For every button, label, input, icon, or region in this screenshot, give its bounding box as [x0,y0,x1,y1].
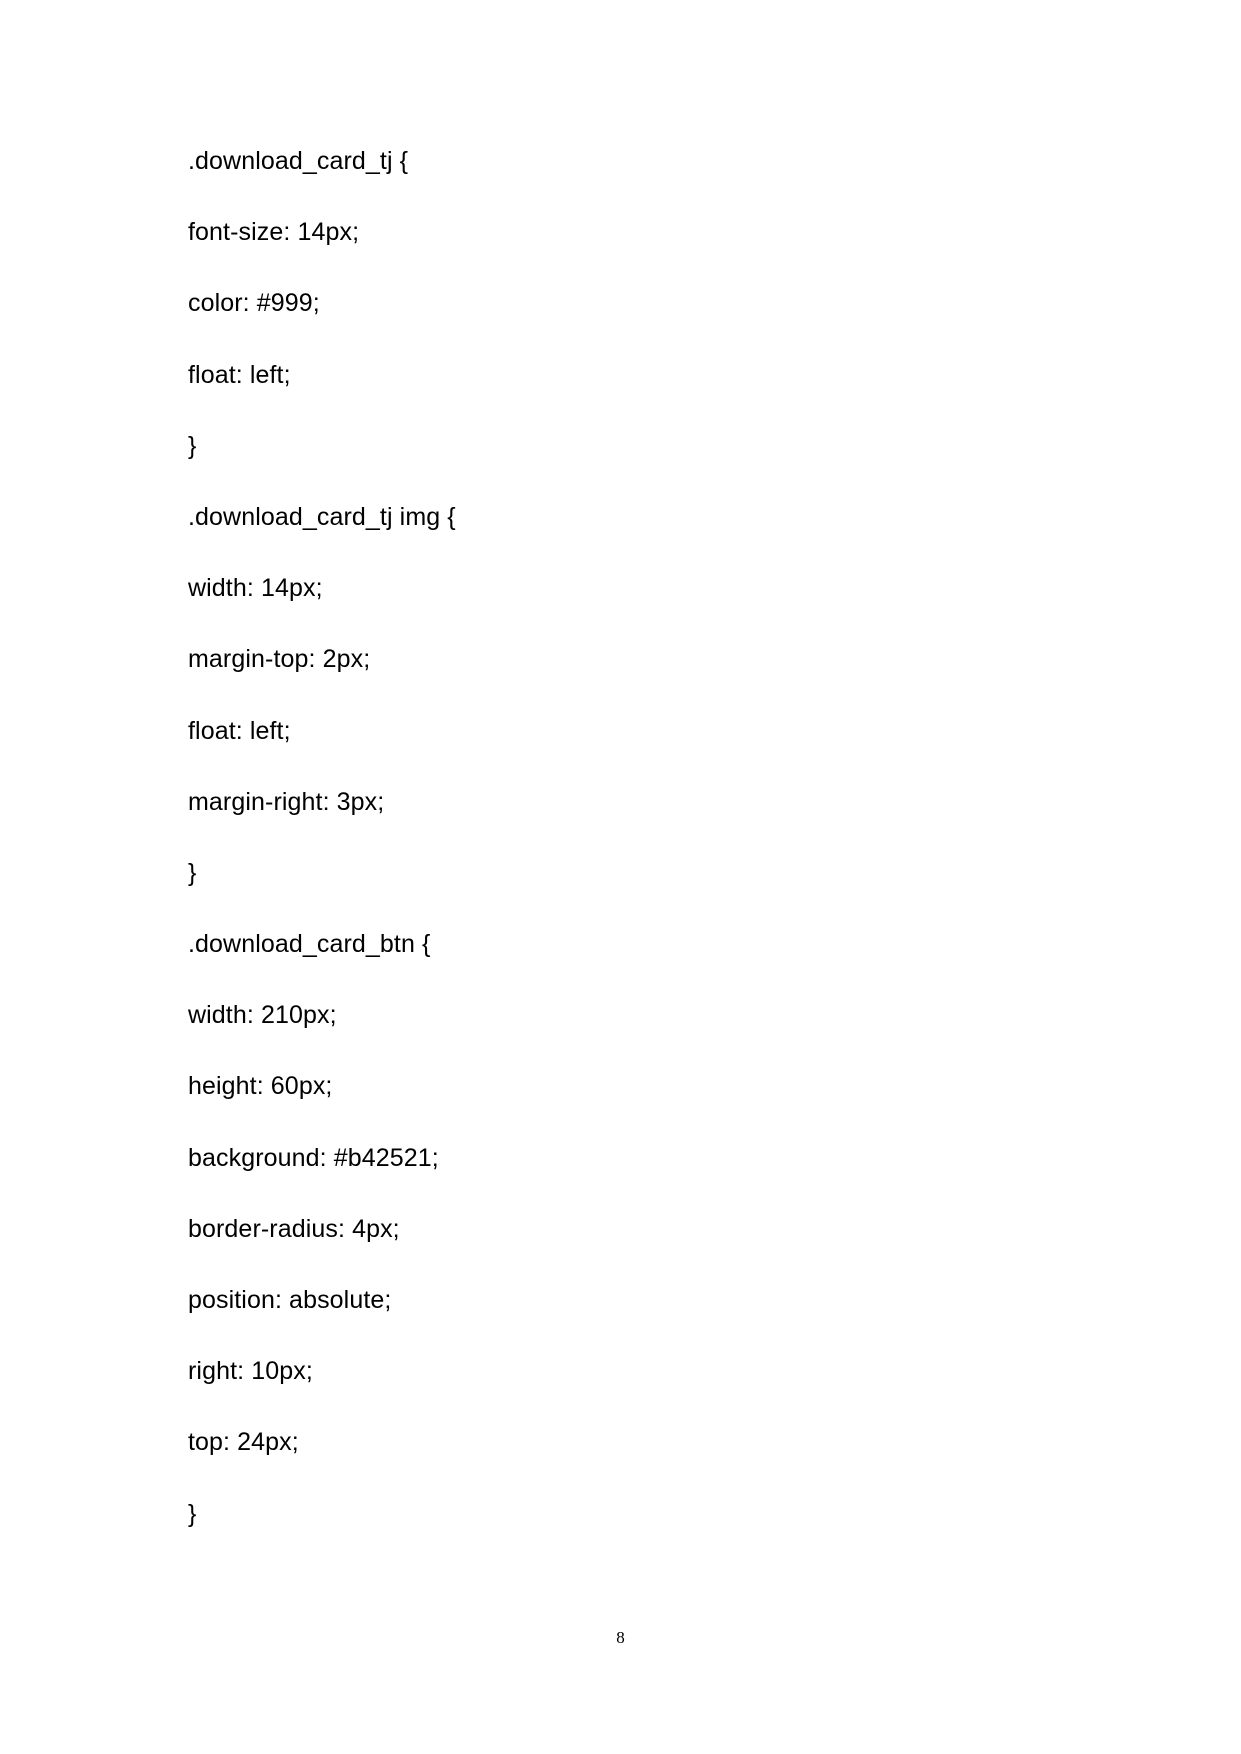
code-line: right: 10px; [188,1357,313,1386]
code-line: margin-top: 2px; [188,645,371,674]
code-block [188,146,456,1570]
code-line: .download_card_tj { [188,147,409,175]
code-line: color: #999; [188,289,320,318]
code-line: width: 14px; [188,574,323,603]
code-line: } [188,431,197,460]
code-line: } [188,1499,197,1528]
code-line: .download_card_tj img { [188,502,456,531]
code-line: height: 60px; [188,1072,333,1101]
code-line: border-radius: 4px; [188,1214,400,1243]
code-line: width: 210px; [188,1001,337,1030]
code-line: font-size: 14px; [188,218,360,247]
code-line: background: #b42521; [188,1143,439,1172]
code-line: top: 24px; [188,1428,299,1457]
code-line: float: left; [188,716,291,745]
code-line: } [188,858,197,887]
code-line: position: absolute; [188,1286,392,1314]
code-line: margin-right: 3px; [188,787,385,816]
code-line: .download_card_btn { [188,930,431,959]
code-line: float: left; [188,360,291,389]
page-number: 8 [616,1628,625,1647]
